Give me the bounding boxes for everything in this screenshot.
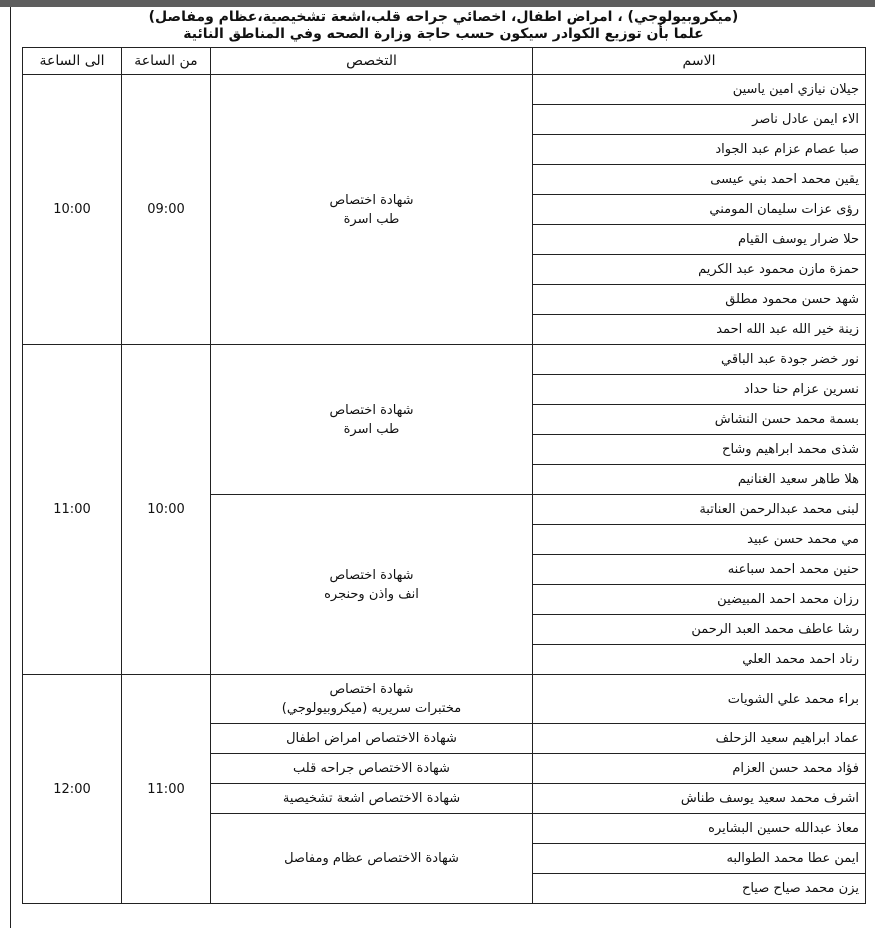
specialty-cell bbox=[211, 754, 533, 784]
page-border-line bbox=[10, 7, 11, 928]
specialty-cell bbox=[211, 75, 533, 345]
name-cell: صبا عصام عزام عبد الجواد bbox=[533, 135, 866, 165]
specialty-cell bbox=[211, 675, 533, 724]
name-cell: لبنى محمد عبدالرحمن العناتبة bbox=[533, 495, 866, 525]
table-header-row bbox=[23, 48, 866, 75]
name-cell: حمزة مازن محمود عبد الكريم bbox=[533, 255, 866, 285]
specialty-line: شهادة الاختصاص جراحه قلب bbox=[293, 761, 450, 776]
specialty-line: شهادة اختصاص bbox=[329, 402, 414, 418]
specialty-line: شهادة الاختصاص امراض اطفال bbox=[286, 731, 457, 746]
to-time-cell: 12:00 bbox=[23, 675, 122, 904]
name-cell: حلا ضرار يوسف القيام bbox=[533, 225, 866, 255]
specialty-line: شهادة الاختصاص عظام ومفاصل bbox=[284, 851, 459, 866]
specialty-line: شهادة اختصاص bbox=[329, 192, 414, 208]
specialty-cell bbox=[211, 345, 533, 495]
table-row bbox=[23, 75, 866, 105]
specialty-cell bbox=[211, 724, 533, 754]
name-cell: يقين محمد احمد بني عيسى bbox=[533, 165, 866, 195]
document-header bbox=[22, 7, 865, 43]
name-cell: براء محمد علي الشويات bbox=[533, 675, 866, 724]
specialty-line: مختبرات سريريه (ميكروبيولوجي) bbox=[281, 701, 462, 716]
name-cell: فؤاد محمد حسن العزام bbox=[533, 754, 866, 784]
name-cell: رزان محمد احمد المبيضين bbox=[533, 585, 866, 615]
name-cell: رؤى عزات سليمان المومني bbox=[533, 195, 866, 225]
from-time-cell: 10:00 bbox=[122, 345, 211, 675]
specialty-line: شهادة اختصاص bbox=[329, 682, 414, 697]
from-time-cell: 11:00 bbox=[122, 675, 211, 904]
schedule-body bbox=[23, 75, 866, 904]
column-header-specialty: التخصص bbox=[211, 48, 533, 75]
specialty-cell bbox=[211, 814, 533, 904]
name-cell: نور خضر جودة عبد الباقي bbox=[533, 345, 866, 375]
header-line-2: علما بأن توزيع الكوادر سيكون حسب حاجة وزارة الصحه وفي المناطق النائية bbox=[183, 26, 704, 42]
table-row bbox=[23, 675, 866, 724]
name-cell: عماد ابراهيم سعيد الزحلف bbox=[533, 724, 866, 754]
name-cell: حنين محمد احمد سباعنه bbox=[533, 555, 866, 585]
to-time-cell: 11:00 bbox=[23, 345, 122, 675]
name-cell: يزن محمد صياح صياح bbox=[533, 874, 866, 904]
specialty-cell bbox=[211, 784, 533, 814]
schedule-table bbox=[22, 47, 866, 904]
specialty-line: انف واذن وحنجره bbox=[324, 586, 419, 602]
window-top-bar bbox=[0, 0, 875, 7]
name-cell: شذى محمد ابراهيم وشاح bbox=[533, 435, 866, 465]
name-cell: نسرين عزام حنا حداد bbox=[533, 375, 866, 405]
name-cell: زينة خير الله عبد الله احمد bbox=[533, 315, 866, 345]
name-cell: مي محمد حسن عبيد bbox=[533, 525, 866, 555]
specialty-line: طب اسرة bbox=[343, 421, 400, 437]
name-cell: الاء ايمن عادل ناصر bbox=[533, 105, 866, 135]
name-cell: رشا عاطف محمد العبد الرحمن bbox=[533, 615, 866, 645]
to-time-cell: 10:00 bbox=[23, 75, 122, 345]
specialty-line: شهادة اختصاص bbox=[329, 567, 414, 583]
specialty-line: طب اسرة bbox=[343, 211, 400, 227]
name-cell: معاذ عبدالله حسين البشايره bbox=[533, 814, 866, 844]
specialty-line: شهادة الاختصاص اشعة تشخيصية bbox=[282, 791, 461, 806]
name-cell: هلا طاهر سعيد الغنانيم bbox=[533, 465, 866, 495]
name-cell: شهد حسن محمود مطلق bbox=[533, 285, 866, 315]
column-header-name: الاسم bbox=[533, 48, 866, 75]
name-cell: رناد احمد محمد العلي bbox=[533, 645, 866, 675]
name-cell: ايمن عطا محمد الطوالبه bbox=[533, 844, 866, 874]
name-cell: اشرف محمد سعيد يوسف طناش bbox=[533, 784, 866, 814]
header-line-1: (ميكروبيولوجي) ، امراض اطفال، اخصائي جراحه قلب،اشعة تشخيصية،عظام ومفاصل) bbox=[148, 9, 739, 25]
specialty-cell bbox=[211, 495, 533, 675]
name-cell: جيلان نيازي امين ياسين bbox=[533, 75, 866, 105]
from-time-cell: 09:00 bbox=[122, 75, 211, 345]
column-header-from: من الساعة bbox=[122, 48, 211, 75]
table-row bbox=[23, 345, 866, 375]
name-cell: بسمة محمد حسن النشاش bbox=[533, 405, 866, 435]
column-header-to: الى الساعة bbox=[23, 48, 122, 75]
